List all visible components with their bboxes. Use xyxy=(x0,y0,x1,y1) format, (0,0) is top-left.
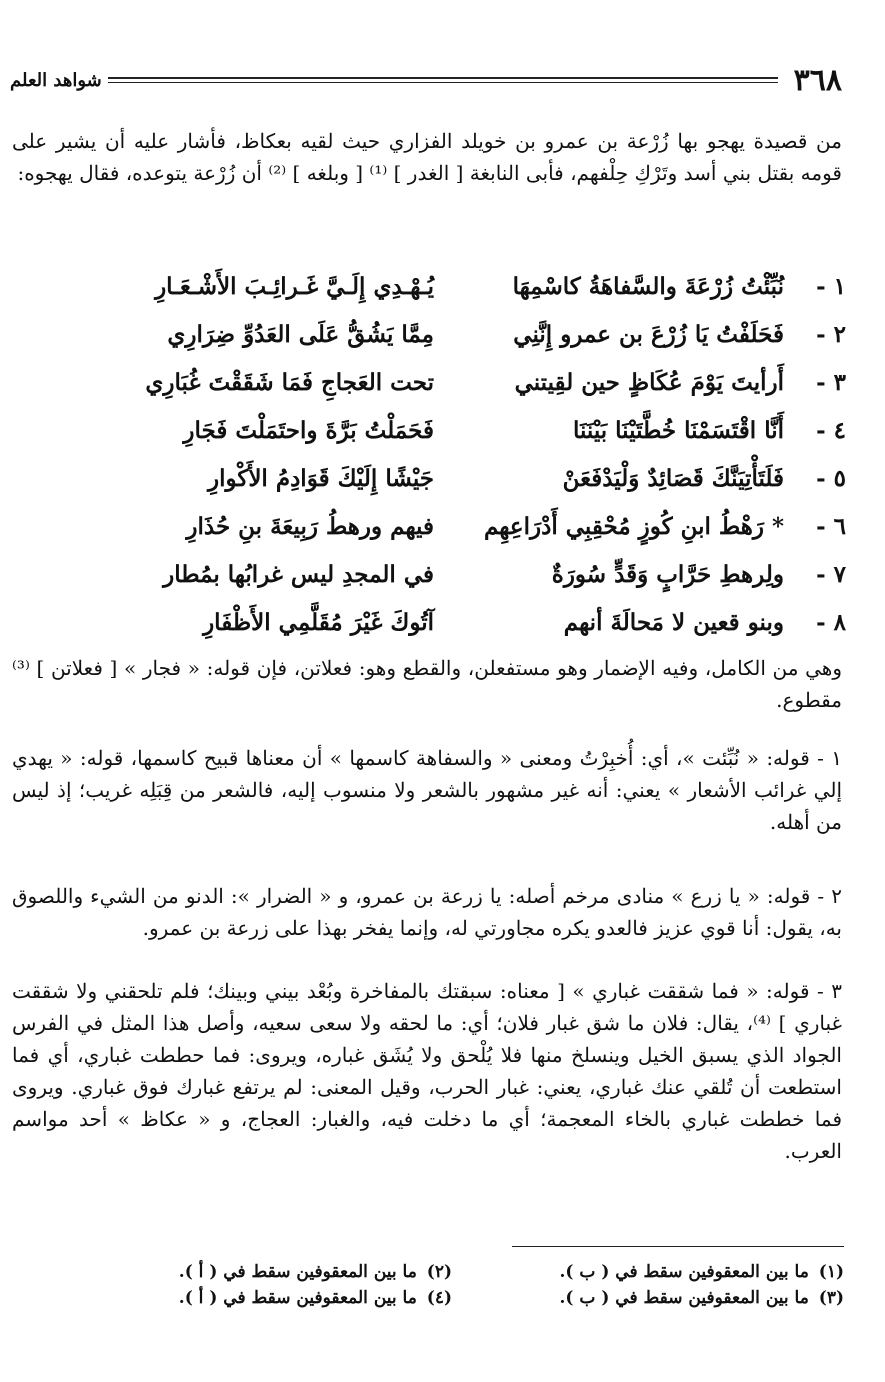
verse-second-hemistich: فيهم ورهطُ رَبِيعَةَ بنِ حُذَارِ xyxy=(186,512,434,540)
verse-first-hemistich: أَنَّا اقْتَسَمْنَا خُطَّتَيْنَا بَيْنَنَا xyxy=(572,416,784,444)
page-header xyxy=(10,58,842,102)
verse-second-hemistich: تحت العَجاجِ فَمَا شَقَقْتَ غُبَارِي xyxy=(145,368,434,396)
footnote-label: (٣) xyxy=(818,1288,844,1308)
header-rule xyxy=(102,77,784,83)
verse-number: ٣ - xyxy=(816,368,846,396)
verse-5 xyxy=(70,454,846,502)
verse-first-hemistich: * رَهْطُ ابنِ كُوزٍ مُحْقِبِي أَدْرَاعِهِم xyxy=(483,512,784,540)
verse-7 xyxy=(70,550,846,598)
verse-number: ١ - xyxy=(816,272,846,300)
intro-paragraph: من قصيدة يهجو بها زُرْعة بن عمرو بن خويلد الفزاري حيث لقيه بعكاظ، فأشار عليه أن يشير على قومه بقتل بني أسد وتَرْكِ حِلْفهم، فأبى النابغة [ الغدر ] ⁽¹⁾ [ وبلغه ] ⁽²⁾ أن زُرْعة يتوعده، فقال يهجوه: xyxy=(12,129,842,185)
verse-8 xyxy=(70,598,846,646)
verse-first-hemistich: ولِرهطِ حَرَّابٍ وَقَدٍّ سُورَةٌ xyxy=(551,560,784,588)
footnote-1 xyxy=(452,1262,844,1282)
verse-1 xyxy=(70,262,846,310)
verse-second-hemistich: آتُوكَ غَيْرَ مُقَلَّمِي الأَظْفَارِ xyxy=(203,608,434,636)
verse-second-hemistich: في المجدِ ليس غرابُها بمُطار xyxy=(163,560,434,588)
verse-3 xyxy=(70,358,846,406)
verse-second-hemistich: فَحَمَلْتُ بَرَّةَ واحتَمَلْتَ فَجَارِ xyxy=(183,416,434,444)
verse-4 xyxy=(70,406,846,454)
poem xyxy=(70,262,846,646)
verse-6 xyxy=(70,502,846,550)
verse-number: ٧ - xyxy=(816,560,846,588)
verse-second-hemistich: مِمَّا يَشُقُّ عَلَى العَدُوِّ ضِرَارِي xyxy=(167,320,434,348)
verse-2 xyxy=(70,310,846,358)
footnote-text: ما بين المعقوفين سقط في ( ب ). xyxy=(559,1288,809,1308)
explanation-3: ٣ - قوله: « فما شققت غباري » [ معناه: سبقتك بالمفاخرة وبُعْد بيني وبينك؛ فلم تلحقني ولا شققت غباري ] ⁽⁴⁾، يقال: فلان ما شق غبار فلان؛ أي: ما لحقه ولا سعى سعيه، وأصل هذا المثل في الفرس الجواد الذي يسبق الخيل وينسلخ منها فلا يُلْحق ولا يُشَق غباره، ويروى: فما حططت غباري، أي فما استطعت أن تُلقي عنك غباري، يعني: غبار الحرب، وقيل المعنى: لم يرتفع غبارك فوق غباري. ويروى فما خططت غباري بالخاء المعجمة؛ أي ما دخلت فيه، والغبار: العجاج، و « عكاظ » أحد مواسم العرب. xyxy=(12,979,842,1163)
footnote-4 xyxy=(60,1288,452,1308)
footnotes xyxy=(60,1262,844,1308)
footnote-3 xyxy=(452,1288,844,1308)
footnote-text: ما بين المعقوفين سقط في ( أ ). xyxy=(178,1288,417,1308)
footnote-label: (١) xyxy=(818,1262,844,1282)
explanation-1: ١ - قوله: « نُبِّئت »، أي: أُخبِرْتُ ومعنى « والسفاهة كاسمها » أن معناها قبيح كاسمها، قوله: « يهدي إلي غرائب الأشعار » يعني: أنه غير مشهور بالشعر ولا منسوب إليه، فالشعر من قِبَلِه غريب؛ إذ ليس من أهله. xyxy=(12,746,842,834)
verse-first-hemistich: نُبِّئْتُ زُرْعَةَ والسَّفاهَةُ كاسْمِهَا xyxy=(512,272,784,300)
verse-first-hemistich: فَلَتَأْتِيَنَّكَ قَصَائِدٌ وَلْيَدْفَعَنْ xyxy=(562,464,784,492)
meter-note: وهي من الكامل، وفيه الإضمار وهو مستفعلن، والقطع وهو: فعلاتن، فإن قوله: « فجار » [ فعلاتن ] ⁽³⁾ مقطوع. xyxy=(12,656,842,712)
explanation-2: ٢ - قوله: « يا زرع » منادى مرخم أصله: يا زرعة بن عمرو، و « الضرار »: الدنو من الشيء واللصوق به، يقول: أنا قوي عزيز فالعدو يكره مجاورتي له، وإنما يفخر بهذا على زرعة بن عمرو. xyxy=(12,884,842,940)
verse-number: ٢ - xyxy=(816,320,846,348)
verse-number: ٥ - xyxy=(816,464,846,492)
running-title: شواهد العلم xyxy=(10,69,102,91)
verse-first-hemistich: فَحَلَفْتُ يَا زُرْعَ بن عمرو إِنَّنِي xyxy=(513,320,784,348)
footnote-label: (٤) xyxy=(426,1288,452,1308)
verse-first-hemistich: أَرأيتَ يَوْمَ عُكَاظٍ حين لقِيتني xyxy=(514,368,784,396)
footnote-label: (٢) xyxy=(426,1262,452,1282)
footnote-text: ما بين المعقوفين سقط في ( أ ). xyxy=(178,1262,417,1282)
footnote-2 xyxy=(60,1262,452,1282)
footnote-rule xyxy=(512,1246,844,1247)
verse-first-hemistich: وبنو قعين لا مَحالَةَ أنهم xyxy=(563,608,784,636)
page-number: ٣٦٨ xyxy=(793,62,842,98)
verse-number: ٨ - xyxy=(816,608,846,636)
verse-second-hemistich: يُـهْـدِي إِلَـيَّ غَـرائِـبَ الأَشْـعَـارِ xyxy=(155,272,434,300)
verse-number: ٦ - xyxy=(816,512,846,540)
footnote-text: ما بين المعقوفين سقط في ( ب ). xyxy=(559,1262,809,1282)
verse-number: ٤ - xyxy=(816,416,846,444)
verse-second-hemistich: جَيْشًا إِلَيْكَ قَوَادِمُ الأَكْوارِ xyxy=(207,464,434,492)
